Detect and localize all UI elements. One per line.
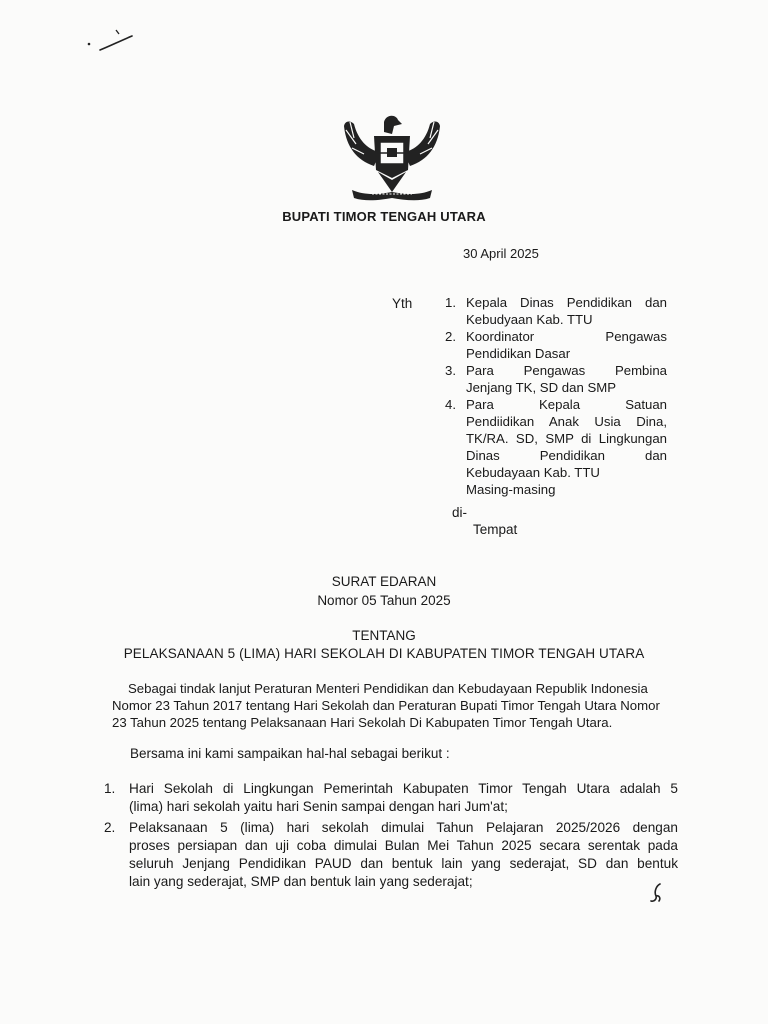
point-line: Pelaksanaan 5 (lima) hari sekolah dimulai Tahun Pelajaran 2025/2026 dengan [129,820,678,835]
recipient-item [445,294,667,328]
recipient-line: Masing-masing [466,482,556,497]
recipient-number: 3. [445,363,456,378]
pen-scribble-mark [86,26,136,58]
intro-line: Nomor 23 Tahun 2017 tentang Hari Sekolah dan Peraturan Bupati Timor Tengah Utara Nomor [112,698,660,713]
recipient-line: Koordinator Pengawas [466,329,667,344]
recipient-line: TK/RA. SD, SMP di Lingkungan [466,431,667,446]
point-number: 1. [104,781,116,796]
point-line: Hari Sekolah di Lingkungan Pemerintah Kabupaten Timor Tengah Utara adalah 5 [129,781,678,796]
recipient-line: Kebudayaan Kab. TTU [466,465,600,480]
point-line: lain yang sederajat, SMP dan bentuk lain yang sederajat; [129,874,473,889]
issuer-title: BUPATI TIMOR TENGAH UTARA [282,209,486,224]
points-list [104,780,678,894]
letter-date: 30 April 2025 [463,246,539,261]
addressee-label: Yth [392,296,413,311]
recipient-item [445,328,667,362]
recipient-item [445,362,667,396]
recipient-number: 1. [445,295,456,310]
about-label: TENTANG [352,628,416,643]
recipient-line: Kepala Dinas Pendidikan dan [466,295,667,310]
recipient-line: Pendidikan Dasar [466,346,571,361]
intro-line: Sebagai tindak lanjut Peraturan Menteri Pendidikan dan Kebudayaan Republik Indonesia [128,681,648,696]
intro-paragraph [112,680,674,731]
location-prefix: di- [452,505,468,520]
recipient-line: Para Pengawas Pembina [466,363,667,378]
point-line: (lima) hari sekolah yaitu hari Senin sampai dengan hari Jum'at; [129,799,508,814]
recipient-line: Pendiidikan Anak Usia Dina, [466,414,667,429]
recipient-line: Kebudyaan Kab. TTU [466,312,593,327]
recipient-number: 2. [445,329,456,344]
point-item [104,780,678,816]
garuda-emblem-icon [336,108,448,204]
recipient-number: 4. [445,397,456,412]
point-item [104,819,678,891]
circular-subject: PELAKSANAAN 5 (LIMA) HARI SEKOLAH DI KABUPATEN TIMOR TENGAH UTARA [123,646,645,661]
recipient-list [445,294,667,498]
location-place: Tempat [473,522,518,537]
circular-number: Nomor 05 Tahun 2025 [317,593,451,608]
point-line: seluruh Jenjang Pendidikan PAUD dan bentuk lain yang sederajat, SD dan bentuk [129,856,678,871]
recipient-line: Para Kepala Satuan [466,397,667,412]
recipient-item [445,396,667,498]
recipient-line: Jenjang TK, SD dan SMP [466,380,617,395]
recipient-line: Dinas Pendidikan dan [466,448,667,463]
intro-line: 23 Tahun 2025 tentang Pelaksanaan Hari Sekolah Di Kabupaten Timor Tengah Utara. [112,715,613,730]
point-number: 2. [104,820,116,835]
point-line: proses persiapan dan uji coba dimulai Bulan Mei Tahun 2025 secara serentak pada [129,838,678,853]
circular-title: SURAT EDARAN [331,574,437,589]
opening-sentence: Bersama ini kami sampaikan hal-hal sebagai berikut : [130,746,450,761]
handwritten-initial-icon [648,882,666,904]
